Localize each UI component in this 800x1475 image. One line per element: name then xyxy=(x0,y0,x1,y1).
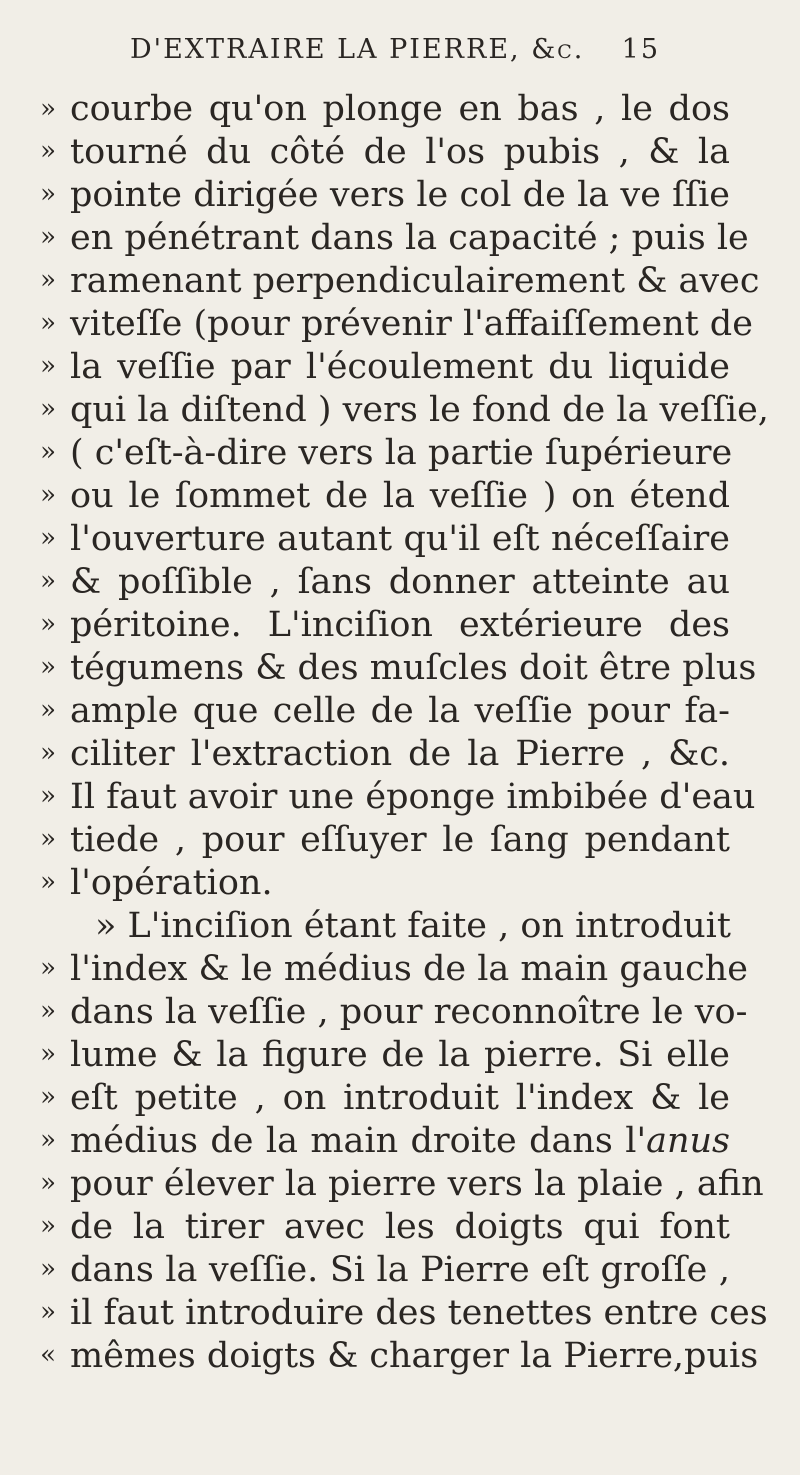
gutter-quote: » xyxy=(40,265,56,295)
gutter-quote: » xyxy=(40,953,56,983)
text-line: de la tirer avec les doigts qui font xyxy=(70,1207,730,1247)
gutter-quote: » xyxy=(40,437,56,467)
gutter-quote: » xyxy=(40,566,56,596)
text-line: qui la diſtend ) vers le fond de la veſſie, xyxy=(70,390,769,430)
gutter-quote: » xyxy=(40,824,56,854)
text-line: tiede , pour eſſuyer le ſang pendant xyxy=(70,820,730,860)
gutter-quote: » xyxy=(40,996,56,1026)
gutter-quote: » xyxy=(40,94,56,124)
gutter-quote: « xyxy=(40,1340,56,1370)
text-line: l'index & le médius de la main gauche xyxy=(70,949,748,989)
text-line: tégumens & des muſcles doit être plus xyxy=(70,648,757,688)
gutter-quote: » xyxy=(40,1297,56,1327)
text-line: la veſſie par l'écoulement du liquide xyxy=(70,347,730,387)
text-line: péritoine. L'inciſion extérieure des xyxy=(70,605,730,645)
text-line: » L'inciſion étant faite , on introduit xyxy=(95,906,731,946)
text-line: ( c'eſt-à-dire vers la partie ſupérieure xyxy=(70,433,733,473)
page-number: 15 xyxy=(621,34,660,65)
gutter-quote: » xyxy=(40,523,56,553)
running-header xyxy=(130,34,660,74)
header-title: D'EXTRAIRE LA PIERRE, &c. xyxy=(130,34,585,65)
text-line: en pénétrant dans la capacité ; puis le xyxy=(70,218,749,258)
gutter-quote: » xyxy=(40,222,56,252)
gutter-quote: » xyxy=(40,394,56,424)
text-line: mêmes doigts & charger la Pierre,puis xyxy=(70,1336,759,1376)
text-line: tourné du côté de l'os pubis , & la xyxy=(70,132,730,172)
gutter-quote: » xyxy=(40,351,56,381)
text-line: viteſſe (pour prévenir l'affaiſſement de xyxy=(70,304,753,344)
gutter-quote: » xyxy=(40,179,56,209)
text-line: & poſſible , ſans donner atteinte au xyxy=(70,562,730,602)
text-line: l'ouverture autant qu'il eſt néceſſaire xyxy=(70,519,730,559)
text-line: lume & la figure de la pierre. Si elle xyxy=(70,1035,730,1075)
gutter-quote: » xyxy=(40,695,56,725)
text-line: pour élever la pierre vers la plaie , afin xyxy=(70,1164,764,1204)
text-line: l'opération. xyxy=(70,863,273,903)
text-line: ramenant perpendiculairement & avec xyxy=(70,261,760,301)
text-line: Il faut avoir une éponge imbibée d'eau xyxy=(70,777,756,817)
gutter-quote: » xyxy=(40,1082,56,1112)
gutter-quote: » xyxy=(40,867,56,897)
text-line: ample que celle de la veſſie pour fa- xyxy=(70,691,730,731)
text-line: courbe qu'on plonge en bas , le dos xyxy=(70,89,730,129)
gutter-quote: » xyxy=(40,1254,56,1284)
text-line-part: médius de la main droite dans l' xyxy=(70,1121,647,1161)
gutter-quote: » xyxy=(40,308,56,338)
text-line: dans la veſſie , pour reconnoître le vo- xyxy=(70,992,748,1032)
gutter-quote: » xyxy=(40,781,56,811)
text-line: il faut introduire des tenettes entre ces xyxy=(70,1293,768,1333)
text-line: ciliter l'extraction de la Pierre , &c. xyxy=(70,734,730,774)
gutter-quote: » xyxy=(40,609,56,639)
gutter-quote: » xyxy=(40,1039,56,1069)
gutter-quote: » xyxy=(40,652,56,682)
italic-word: anus xyxy=(646,1121,730,1161)
text-line: eſt petite , on introduit l'index & le xyxy=(70,1078,730,1118)
gutter-quote: » xyxy=(40,1211,56,1241)
text-line: pointe dirigée vers le col de la ve ſſie xyxy=(70,175,730,215)
gutter-quote: » xyxy=(40,480,56,510)
text-line xyxy=(70,1121,730,1161)
gutter-quote: » xyxy=(40,136,56,166)
gutter-quote: » xyxy=(40,1168,56,1198)
text-line: dans la veſſie. Si la Pierre eſt groſſe , xyxy=(70,1250,730,1290)
gutter-quote: » xyxy=(40,738,56,768)
gutter-quote: » xyxy=(40,1125,56,1155)
text-line: ou le ſommet de la veſſie ) on étend xyxy=(70,476,730,516)
